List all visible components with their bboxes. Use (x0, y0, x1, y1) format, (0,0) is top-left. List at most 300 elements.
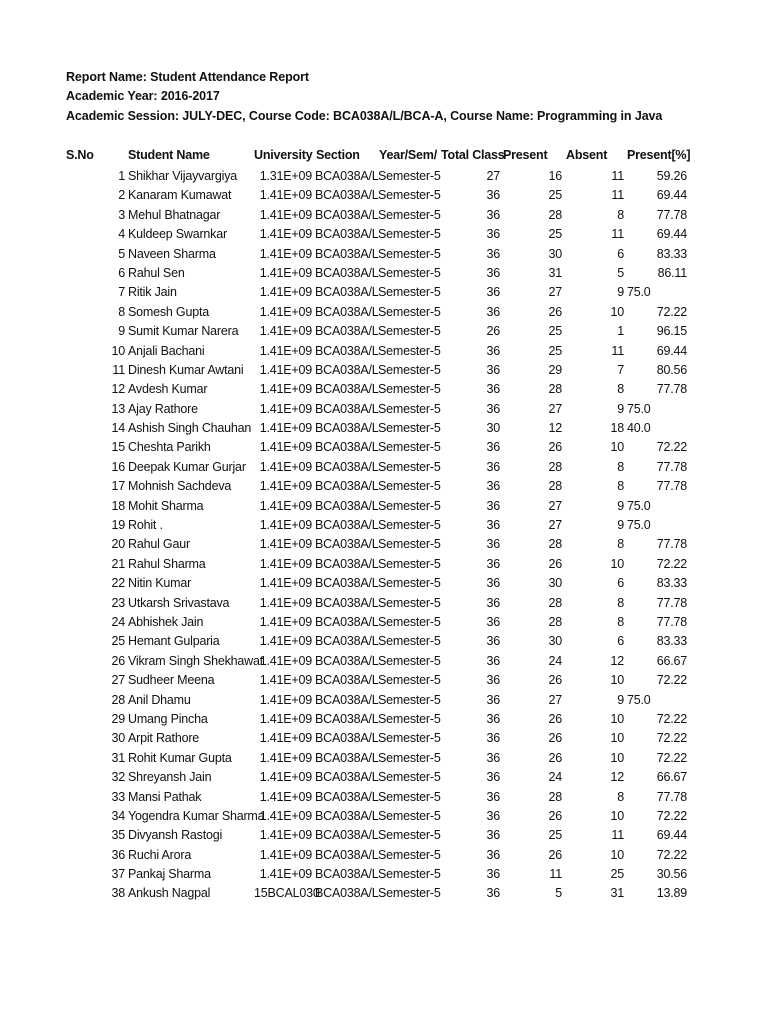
cell-year-sem: Semester-5 (378, 673, 441, 688)
table-row (0, 458, 768, 477)
cell-university: 1.41E+09 (259, 731, 312, 746)
cell-sno: 30 (111, 731, 125, 746)
cell-university: 1.41E+09 (259, 304, 312, 319)
cell-year-sem: Semester-5 (378, 362, 441, 377)
table-row (0, 846, 768, 865)
cell-absent: 10 (610, 847, 624, 862)
cell-year-sem: Semester-5 (378, 731, 441, 746)
cell-student-name: Kuldeep Swarnkar (128, 227, 227, 242)
cell-year-sem: Semester-5 (378, 537, 441, 552)
cell-total-class: 36 (486, 789, 500, 804)
cell-present: 16 (548, 169, 562, 183)
cell-total-class: 30 (486, 421, 500, 436)
cell-section: BCA038A/L (315, 576, 379, 591)
col-year-sem-header: Year/Sem/ (379, 148, 437, 162)
cell-section: BCA038A/L (315, 440, 379, 455)
cell-year-sem: Semester-5 (378, 459, 441, 474)
cell-section: BCA038A/L (315, 808, 379, 823)
cell-absent: 9 (617, 401, 624, 416)
cell-student-name: Nitin Kumar (128, 576, 192, 591)
cell-sno: 18 (111, 498, 125, 513)
cell-present: 27 (548, 285, 562, 300)
col-present-header: Present (503, 148, 548, 162)
cell-total-class: 26 (486, 324, 500, 339)
cell-total-class: 36 (486, 227, 500, 242)
cell-present-pct: 69.44 (656, 828, 687, 843)
table-row (0, 691, 768, 710)
cell-university: 1.41E+09 (259, 867, 312, 882)
cell-year-sem: Semester-5 (378, 227, 441, 242)
cell-absent: 8 (617, 614, 624, 629)
cell-year-sem: Semester-5 (378, 498, 441, 513)
cell-sno: 1 (118, 169, 125, 183)
cell-present-pct: 59.26 (656, 169, 687, 183)
cell-section: BCA038A/L (315, 867, 379, 882)
cell-total-class: 36 (486, 459, 500, 474)
cell-absent: 8 (617, 207, 624, 222)
cell-present-pct: 96.15 (656, 324, 687, 339)
cell-university: 1.41E+09 (259, 595, 312, 610)
cell-student-name: Dinesh Kumar Awtani (128, 362, 244, 377)
cell-year-sem: Semester-5 (378, 421, 441, 436)
cell-student-name: Arpit Rathore (128, 731, 200, 746)
cell-total-class: 36 (486, 537, 500, 552)
cell-present: 25 (548, 828, 562, 843)
cell-total-class: 36 (486, 692, 500, 707)
cell-total-class: 36 (486, 518, 500, 533)
table-row (0, 555, 768, 574)
cell-present-pct: 75.0 (627, 498, 651, 513)
cell-present-pct: 77.78 (656, 595, 687, 610)
cell-absent: 9 (617, 285, 624, 300)
cell-student-name: Naveen Sharma (128, 246, 216, 261)
cell-present-pct: 75.0 (627, 401, 651, 416)
cell-present-pct: 80.56 (656, 362, 687, 377)
cell-university: 1.41E+09 (259, 808, 312, 823)
cell-present: 28 (548, 595, 562, 610)
cell-section: BCA038A/L (315, 692, 379, 707)
table-row (0, 749, 768, 768)
table-row (0, 826, 768, 845)
cell-sno: 14 (111, 421, 125, 436)
cell-total-class: 36 (486, 401, 500, 416)
cell-absent: 9 (617, 692, 624, 707)
cell-university: 1.31E+09 (259, 169, 312, 183)
cell-absent: 11 (611, 828, 624, 843)
cell-present: 25 (548, 343, 562, 358)
cell-absent: 8 (617, 595, 624, 610)
table-row (0, 884, 768, 903)
report-name: Report Name: Student Attendance Report (66, 70, 309, 84)
cell-year-sem: Semester-5 (378, 382, 441, 397)
cell-present: 25 (548, 324, 562, 339)
cell-total-class: 36 (486, 731, 500, 746)
cell-present-pct: 72.22 (656, 731, 687, 746)
cell-present-pct: 72.22 (656, 440, 687, 455)
cell-section: BCA038A/L (315, 556, 379, 571)
cell-total-class: 36 (486, 362, 500, 377)
cell-year-sem: Semester-5 (378, 343, 441, 358)
cell-sno: 38 (111, 886, 125, 901)
cell-absent: 8 (617, 789, 624, 804)
cell-section: BCA038A/L (315, 750, 379, 765)
cell-total-class: 36 (486, 653, 500, 668)
cell-university: 1.41E+09 (259, 770, 312, 785)
cell-present-pct: 77.78 (656, 789, 687, 804)
cell-present: 27 (548, 401, 562, 416)
cell-present: 26 (548, 731, 562, 746)
cell-university: 1.41E+09 (259, 401, 312, 416)
cell-present: 27 (548, 692, 562, 707)
cell-present: 28 (548, 614, 562, 629)
cell-university: 1.41E+09 (259, 421, 312, 436)
cell-present-pct: 40.0 (627, 421, 651, 436)
cell-present-pct: 77.78 (656, 614, 687, 629)
cell-present-pct: 75.0 (627, 285, 651, 300)
cell-student-name: Umang Pincha (128, 711, 208, 726)
cell-present: 30 (548, 634, 562, 649)
cell-section: BCA038A/L (315, 227, 379, 242)
cell-university: 1.41E+09 (259, 207, 312, 222)
table-row (0, 729, 768, 748)
cell-year-sem: Semester-5 (378, 207, 441, 222)
cell-university: 1.41E+09 (259, 673, 312, 688)
cell-section: BCA038A/L (315, 614, 379, 629)
cell-year-sem: Semester-5 (378, 634, 441, 649)
cell-present-pct: 66.67 (656, 770, 687, 785)
cell-university: 1.41E+09 (259, 847, 312, 862)
cell-sno: 3 (118, 207, 125, 222)
cell-university: 1.41E+09 (259, 285, 312, 300)
cell-year-sem: Semester-5 (378, 246, 441, 261)
col-present-pct-header: Present[%] (627, 148, 691, 162)
cell-total-class: 36 (486, 556, 500, 571)
cell-absent: 8 (617, 479, 624, 494)
cell-sno: 29 (111, 711, 125, 726)
cell-sno: 19 (111, 518, 125, 533)
cell-student-name: Yogendra Kumar Sharma (128, 808, 265, 823)
cell-present-pct: 30.56 (656, 867, 687, 882)
table-row (0, 807, 768, 826)
cell-present-pct: 72.22 (656, 304, 687, 319)
cell-student-name: Rohit . (128, 518, 163, 533)
cell-total-class: 36 (486, 207, 500, 222)
cell-sno: 4 (118, 227, 125, 242)
cell-absent: 10 (610, 750, 624, 765)
cell-sno: 27 (111, 673, 125, 688)
cell-section: BCA038A/L (315, 789, 379, 804)
cell-present: 26 (548, 750, 562, 765)
cell-present: 26 (548, 711, 562, 726)
cell-student-name: Avdesh Kumar (128, 382, 208, 397)
cell-total-class: 36 (486, 847, 500, 862)
cell-year-sem: Semester-5 (378, 401, 441, 416)
cell-year-sem: Semester-5 (378, 770, 441, 785)
cell-section: BCA038A/L (315, 634, 379, 649)
cell-present-pct: 83.33 (656, 634, 687, 649)
cell-section: BCA038A/L (315, 731, 379, 746)
cell-section: BCA038A/L (315, 169, 379, 183)
cell-present: 28 (548, 537, 562, 552)
cell-section: BCA038A/L (315, 886, 379, 901)
cell-year-sem: Semester-5 (378, 169, 441, 183)
cell-sno: 36 (111, 847, 125, 862)
cell-university: 1.41E+09 (259, 343, 312, 358)
cell-student-name: Ashish Singh Chauhan (128, 421, 252, 436)
cell-present: 26 (548, 673, 562, 688)
cell-student-name: Abhishek Jain (128, 614, 204, 629)
cell-absent: 8 (617, 382, 624, 397)
table-row (0, 516, 768, 535)
cell-total-class: 36 (486, 634, 500, 649)
cell-section: BCA038A/L (315, 828, 379, 843)
cell-present: 26 (548, 808, 562, 823)
cell-sno: 11 (112, 362, 125, 377)
cell-absent: 9 (617, 518, 624, 533)
cell-sno: 10 (111, 343, 125, 358)
cell-sno: 17 (111, 479, 125, 494)
cell-university: 1.41E+09 (259, 828, 312, 843)
table-row (0, 167, 768, 186)
cell-student-name: Hemant Gulparia (128, 634, 220, 649)
cell-present: 30 (548, 576, 562, 591)
table-row (0, 303, 768, 322)
cell-total-class: 36 (486, 576, 500, 591)
cell-student-name: Kanaram Kumawat (128, 188, 232, 203)
cell-university: 1.41E+09 (259, 750, 312, 765)
col-absent-header: Absent (566, 148, 608, 162)
table-row (0, 574, 768, 593)
cell-year-sem: Semester-5 (378, 750, 441, 765)
cell-absent: 8 (617, 537, 624, 552)
cell-university: 1.41E+09 (259, 634, 312, 649)
cell-sno: 7 (118, 285, 125, 300)
cell-present-pct: 13.89 (656, 886, 687, 901)
cell-present-pct: 77.78 (656, 207, 687, 222)
cell-sno: 5 (118, 246, 125, 261)
cell-year-sem: Semester-5 (378, 711, 441, 726)
cell-present: 28 (548, 382, 562, 397)
cell-section: BCA038A/L (315, 188, 379, 203)
cell-total-class: 36 (486, 246, 500, 261)
cell-student-name: Anjali Bachani (128, 343, 205, 358)
cell-present: 29 (548, 362, 562, 377)
table-row (0, 264, 768, 283)
cell-present-pct: 77.78 (656, 537, 687, 552)
cell-total-class: 27 (486, 169, 500, 183)
cell-university: 1.41E+09 (259, 227, 312, 242)
cell-present-pct: 72.22 (656, 808, 687, 823)
cell-absent: 18 (610, 421, 624, 436)
cell-absent: 11 (611, 188, 624, 203)
cell-total-class: 36 (486, 750, 500, 765)
cell-absent: 11 (611, 343, 624, 358)
cell-university: 1.41E+09 (259, 479, 312, 494)
cell-section: BCA038A/L (315, 537, 379, 552)
cell-total-class: 36 (486, 479, 500, 494)
cell-absent: 6 (617, 246, 624, 261)
cell-present: 12 (548, 421, 562, 436)
cell-student-name: Shreyansh Jain (128, 770, 212, 785)
cell-year-sem: Semester-5 (378, 518, 441, 533)
cell-present-pct: 66.67 (656, 653, 687, 668)
cell-student-name: Mohnish Sachdeva (128, 479, 232, 494)
cell-year-sem: Semester-5 (378, 614, 441, 629)
cell-university: 1.41E+09 (259, 459, 312, 474)
cell-sno: 28 (111, 692, 125, 707)
cell-year-sem: Semester-5 (378, 479, 441, 494)
cell-present: 30 (548, 246, 562, 261)
cell-student-name: Divyansh Rastogi (128, 828, 223, 843)
cell-total-class: 36 (486, 285, 500, 300)
cell-year-sem: Semester-5 (378, 867, 441, 882)
cell-sno: 20 (111, 537, 125, 552)
cell-sno: 24 (111, 614, 125, 629)
cell-total-class: 36 (486, 808, 500, 823)
cell-student-name: Ruchi Arora (128, 847, 192, 862)
cell-university: 1.41E+09 (259, 518, 312, 533)
cell-present: 26 (548, 556, 562, 571)
cell-university: 1.41E+09 (259, 498, 312, 513)
col-sno-header: S.No (66, 148, 94, 162)
cell-university: 1.41E+09 (259, 265, 312, 280)
table-row (0, 788, 768, 807)
table-row (0, 361, 768, 380)
cell-university: 1.41E+09 (259, 382, 312, 397)
cell-section: BCA038A/L (315, 711, 379, 726)
cell-university: 1.41E+09 (259, 789, 312, 804)
cell-present: 31 (548, 265, 562, 280)
cell-section: BCA038A/L (315, 362, 379, 377)
cell-university: 1.41E+09 (259, 246, 312, 261)
academic-session: Academic Session: JULY-DEC, Course Code: BCA038A/L/BCA-A, Course Name: Programming in Java (66, 109, 663, 123)
cell-absent: 1 (617, 324, 624, 339)
cell-year-sem: Semester-5 (378, 265, 441, 280)
table-row (0, 438, 768, 457)
cell-present: 25 (548, 188, 562, 203)
cell-section: BCA038A/L (315, 847, 379, 862)
cell-student-name: Vikram Singh Shekhawat (128, 653, 264, 668)
cell-university: 1.41E+09 (259, 614, 312, 629)
attendance-table-body (0, 167, 768, 904)
cell-present-pct: 72.22 (656, 556, 687, 571)
cell-student-name: Pankaj Sharma (128, 867, 211, 882)
cell-section: BCA038A/L (315, 285, 379, 300)
cell-section: BCA038A/L (315, 382, 379, 397)
cell-total-class: 36 (486, 828, 500, 843)
cell-absent: 10 (610, 711, 624, 726)
cell-sno: 33 (111, 789, 125, 804)
cell-section: BCA038A/L (315, 343, 379, 358)
table-row (0, 710, 768, 729)
cell-absent: 11 (611, 227, 624, 242)
cell-student-name: Ankush Nagpal (128, 886, 211, 901)
cell-absent: 6 (617, 634, 624, 649)
col-total-class-header: Total Class (441, 148, 505, 162)
cell-student-name: Sudheer Meena (128, 673, 215, 688)
cell-present-pct: 72.22 (656, 673, 687, 688)
cell-absent: 11 (611, 169, 624, 183)
table-row (0, 865, 768, 884)
cell-student-name: Cheshta Parikh (128, 440, 211, 455)
cell-total-class: 36 (486, 711, 500, 726)
table-row (0, 225, 768, 244)
cell-sno: 6 (118, 265, 125, 280)
cell-present-pct: 69.44 (656, 188, 687, 203)
cell-absent: 5 (617, 265, 624, 280)
cell-total-class: 36 (486, 867, 500, 882)
cell-present: 24 (548, 770, 562, 785)
cell-present-pct: 83.33 (656, 246, 687, 261)
cell-total-class: 36 (486, 770, 500, 785)
table-row (0, 245, 768, 264)
cell-university: 1.41E+09 (259, 537, 312, 552)
cell-sno: 25 (111, 634, 125, 649)
cell-absent: 12 (610, 770, 624, 785)
cell-present-pct: 77.78 (656, 459, 687, 474)
cell-sno: 23 (111, 595, 125, 610)
cell-present: 28 (548, 207, 562, 222)
table-row (0, 613, 768, 632)
cell-year-sem: Semester-5 (378, 576, 441, 591)
table-row (0, 400, 768, 419)
cell-absent: 10 (610, 304, 624, 319)
cell-student-name: Utkarsh Srivastava (128, 595, 230, 610)
cell-present: 24 (548, 653, 562, 668)
table-row (0, 632, 768, 651)
cell-present-pct: 72.22 (656, 711, 687, 726)
cell-student-name: Rahul Gaur (128, 537, 190, 552)
cell-university: 15BCAL030 (254, 886, 320, 901)
cell-sno: 37 (111, 867, 125, 882)
cell-year-sem: Semester-5 (378, 440, 441, 455)
cell-sno: 2 (118, 188, 125, 203)
cell-total-class: 36 (486, 343, 500, 358)
cell-student-name: Rohit Kumar Gupta (128, 750, 232, 765)
cell-university: 1.41E+09 (259, 711, 312, 726)
cell-total-class: 36 (486, 498, 500, 513)
cell-present-pct: 86.11 (657, 265, 687, 280)
cell-absent: 31 (610, 886, 624, 901)
cell-student-name: Rahul Sen (128, 265, 185, 280)
cell-year-sem: Semester-5 (378, 808, 441, 823)
cell-year-sem: Semester-5 (378, 188, 441, 203)
cell-year-sem: Semester-5 (378, 595, 441, 610)
cell-student-name: Mehul Bhatnagar (128, 207, 221, 222)
cell-section: BCA038A/L (315, 518, 379, 533)
cell-present: 28 (548, 459, 562, 474)
cell-section: BCA038A/L (315, 673, 379, 688)
cell-present-pct: 69.44 (656, 227, 687, 242)
academic-year: Academic Year: 2016-2017 (66, 89, 220, 103)
cell-present: 11 (549, 867, 562, 882)
cell-section: BCA038A/L (315, 653, 379, 668)
cell-section: BCA038A/L (315, 459, 379, 474)
table-row (0, 671, 768, 690)
cell-university: 1.41E+09 (259, 324, 312, 339)
cell-present-pct: 75.0 (627, 692, 651, 707)
cell-university: 1.41E+09 (259, 362, 312, 377)
cell-present: 26 (548, 440, 562, 455)
cell-section: BCA038A/L (315, 324, 379, 339)
cell-year-sem: Semester-5 (378, 828, 441, 843)
cell-student-name: Somesh Gupta (128, 304, 209, 319)
cell-total-class: 36 (486, 440, 500, 455)
cell-present-pct: 77.78 (656, 382, 687, 397)
cell-present: 27 (548, 498, 562, 513)
cell-absent: 10 (610, 808, 624, 823)
cell-student-name: Ajay Rathore (128, 401, 198, 416)
